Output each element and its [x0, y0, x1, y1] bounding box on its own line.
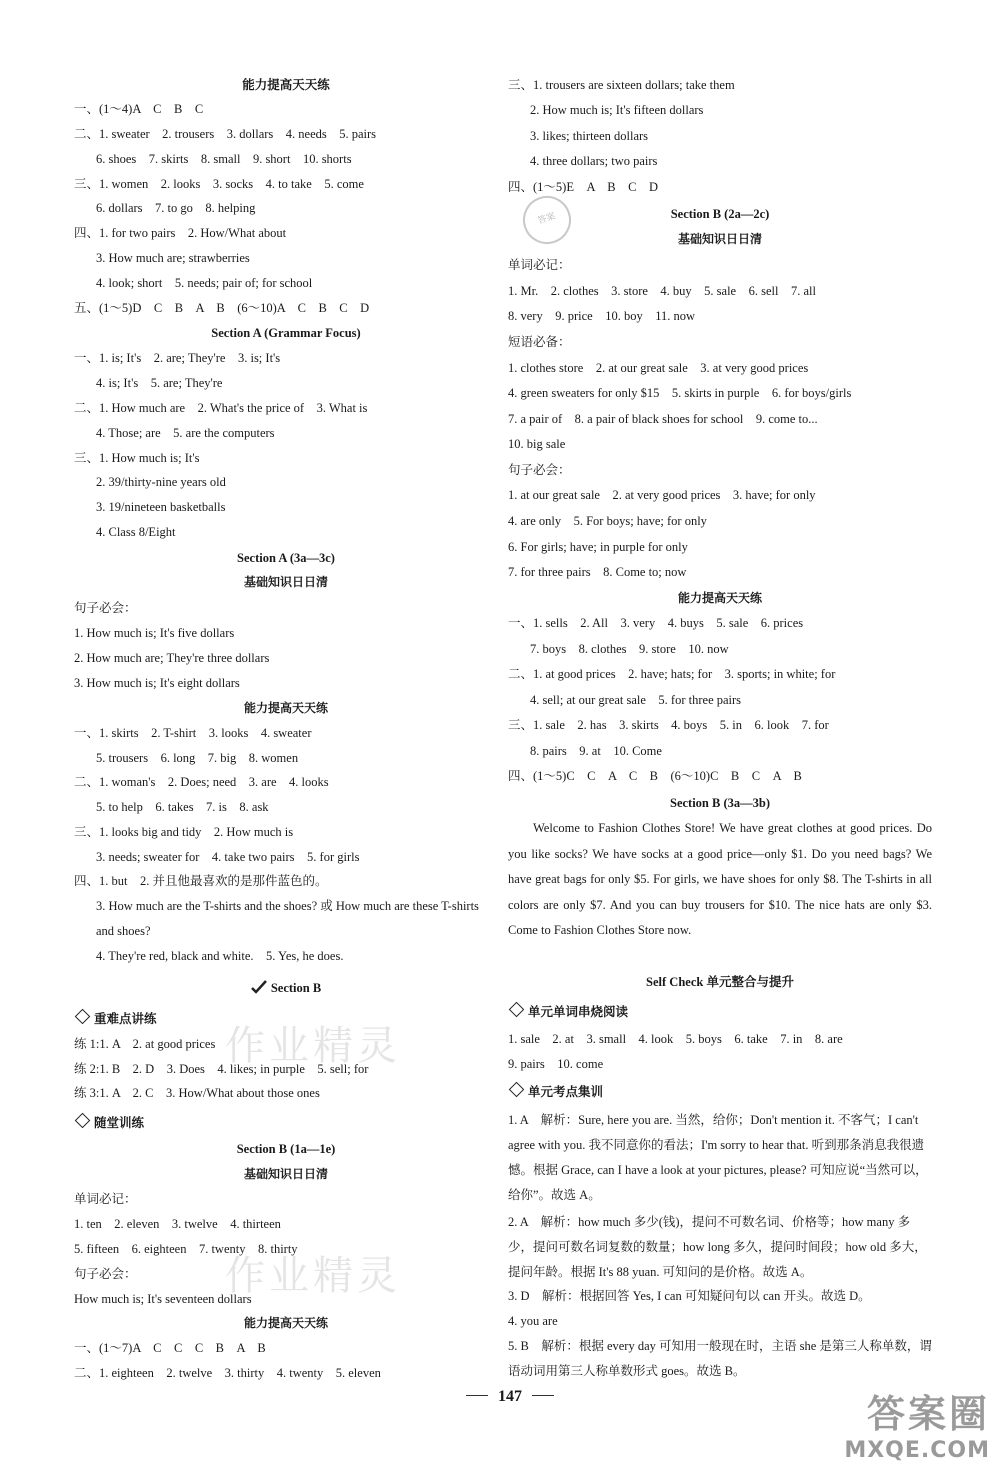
- category-heading: [74, 1011, 157, 1027]
- stamp-seal: 答案: [517, 190, 577, 250]
- answer-line: 练 2:1. B 2. D 3. Does 4. likes; in purple 5. sell; for: [74, 1062, 369, 1076]
- answer-line: 1. clothes store 2. at our great sale 3. at very good prices: [508, 361, 809, 375]
- section-heading: Section A (3a—3c): [237, 551, 335, 565]
- subsection-heading: 基础知识日日清: [243, 575, 328, 589]
- answer-line: 4. green sweaters for only $15 5. skirts in purple 6. for boys/girls: [508, 386, 852, 400]
- answer-line: 5. fifteen 6. eighteen 7. twenty 8. thirty: [74, 1242, 298, 1256]
- passage-text: Welcome to Fashion Clothes Store! We have great clothes at good prices. Do you like socks? We have socks at a good price—only $1. Do you need bags? We have great bags for only $5. For girls, we have shoes for only $8. The T-shirts in all colors are only $7. And you can buy trousers for $10. The nice hats are only $3. Come to Fashion Clothes Store now.: [508, 821, 932, 937]
- answer-line: 1. ten 2. eleven 3. twelve 4. thirteen: [74, 1217, 281, 1231]
- answer-line: 二、1. How much are 2. What's the price of 3. What is: [74, 401, 368, 415]
- page-number-text: 147: [498, 1388, 522, 1405]
- answer-line: 三、1. trousers are sixteen dollars; take them: [508, 78, 735, 92]
- answer-line: 3. How much is; It's eight dollars: [74, 676, 240, 690]
- answer-line: 5. to help 6. takes 7. is 8. ask: [96, 800, 269, 814]
- dash-left: [466, 1395, 488, 1396]
- answer-line: 4. is; It's 5. are; They're: [96, 376, 223, 390]
- answer-line: 6. dollars 7. to go 8. helping: [96, 201, 256, 215]
- answer-line: 一、(1～4)A C B C: [74, 102, 204, 116]
- answer-line: 2. 39/thirty-nine years old: [96, 475, 226, 489]
- logo-url: MXQE.COM: [844, 1438, 990, 1463]
- explanation-line: 5. B 解析：根据 every day 可知用一般现在时，主语 she 是第三人称单数，谓语动词用第三人称单数形式 goes。故选 B。: [508, 1339, 932, 1378]
- category-label: 短语必备：: [508, 335, 571, 349]
- section-heading: Section B (2a—2c): [670, 207, 770, 221]
- answer-line: 三、1. women 2. looks 3. socks 4. to take 5. come: [74, 177, 364, 191]
- answer-line: 二、1. sweater 2. trousers 3. dollars 4. needs 5. pairs: [74, 127, 377, 141]
- answer-line: 四、(1～5)E A B C D: [508, 180, 659, 194]
- answer-line: 3. likes; thirteen dollars: [530, 129, 649, 143]
- subsection-heading: 基础知识日日清: [677, 232, 762, 246]
- section-heading: 能力提高天天练: [242, 78, 330, 92]
- diamond-icon: [75, 1009, 91, 1025]
- section-heading: Section B (1a—1e): [236, 1142, 336, 1156]
- answer-line: 二、1. eighteen 2. twelve 3. thirty 4. twenty 5. eleven: [74, 1366, 381, 1380]
- answer-line: 4. look; short 5. needs; pair of; for school: [96, 276, 313, 290]
- category-label: 句子必会：: [74, 601, 137, 615]
- answer-line: 4. you are: [508, 1314, 558, 1328]
- category-label: 句子必会：: [508, 463, 571, 477]
- answer-line: 8. pairs 9. at 10. Come: [530, 744, 662, 758]
- category-title: 随堂训练: [94, 1116, 145, 1130]
- answer-line: 三、1. looks big and tidy 2. How much is: [74, 825, 294, 839]
- answer-line: 5. trousers 6. long 7. big 8. women: [96, 751, 299, 765]
- answer-line: 四、(1～5)C C A C B (6～10)C B C A B: [508, 769, 802, 783]
- answer-line: 四、1. for two pairs 2. How/What about: [74, 226, 287, 240]
- category-label: 单词必记：: [74, 1192, 137, 1206]
- answer-line: 4. are only 5. For boys; have; for only: [508, 514, 707, 528]
- answer-line: 三、1. sale 2. has 3. skirts 4. boys 5. in 6. look 7. for: [508, 718, 829, 732]
- logo-title: 答案圈: [866, 1392, 990, 1436]
- section-heading: [74, 980, 498, 996]
- answer-line: 1. sale 2. at 3. small 4. look 5. boys 6. take 7. in 8. are: [508, 1032, 843, 1046]
- subsection-heading: 能力提高天天练: [243, 1316, 328, 1330]
- diamond-icon: [509, 1002, 525, 1018]
- dash-right: [532, 1395, 554, 1396]
- category-title: 重难点讲练: [94, 1012, 157, 1026]
- explanation-line: 1. A 解析：Sure, here you are. 当然，给你；Don't mention it. 不客气；I can't agree with you. 我不同意你的看法；I'm sorry to hear that. 听到那条消息我很遗憾。根据 Grace, can I have a look at your pictures, please? 可知应说“当然可以，给你”。故选 A。: [508, 1113, 928, 1202]
- subsection-heading: 能力提高天天练: [677, 591, 762, 605]
- answer-line: 2. How much is; It's fifteen dollars: [530, 103, 704, 117]
- answer-line: 一、(1～7)A C C C B A B: [74, 1341, 266, 1355]
- answer-line: 3. How much are; strawberries: [96, 251, 250, 265]
- subsection-heading: 能力提高天天练: [243, 701, 328, 715]
- section-heading: Section A (Grammar Focus): [211, 326, 361, 340]
- answer-line: 3. How much are the T-shirts and the shoes? 或 How much are these T-shirts and shoes?: [96, 899, 479, 938]
- answer-line: 2. How much are; They're three dollars: [74, 651, 270, 665]
- watermark: 作业精灵: [225, 1253, 401, 1299]
- subsection-heading: 基础知识日日清: [243, 1167, 328, 1181]
- answer-line: 9. pairs 10. come: [508, 1057, 604, 1071]
- answer-line: 二、1. at good prices 2. have; hats; for 3. sports; in white; for: [508, 667, 836, 681]
- diamond-icon: [509, 1082, 525, 1098]
- answer-line: 一、1. skirts 2. T-shirt 3. looks 4. sweater: [74, 726, 312, 740]
- answer-line: 7. boys 8. clothes 9. store 10. now: [530, 642, 729, 656]
- explanation-line: 3. D 解析：根据回答 Yes, I can 可知疑问句以 can 开头。故选 D。: [508, 1289, 871, 1303]
- category-heading: [508, 1004, 628, 1020]
- answer-line: 6. shoes 7. skirts 8. small 9. short 10. shorts: [96, 152, 352, 166]
- answer-line: 四、1. but 2. 并且他最喜欢的是那件蓝色的。: [74, 874, 328, 888]
- answer-line: 一、1. sells 2. All 3. very 4. buys 5. sale 6. prices: [508, 616, 804, 630]
- answer-line: 1. at our great sale 2. at very good prices 3. have; for only: [508, 488, 816, 502]
- diamond-icon: [75, 1113, 91, 1129]
- answer-line: 7. for three pairs 8. Come to; now: [508, 565, 687, 579]
- watermark: 作业精灵: [225, 1023, 401, 1069]
- answer-line: 4. They're red, black and white. 5. Yes, he does.: [96, 949, 344, 963]
- category-heading: [508, 1084, 603, 1100]
- answer-line: 一、1. is; It's 2. are; They're 3. is; It's: [74, 351, 281, 365]
- answer-line: 7. a pair of 8. a pair of black shoes for school 9. come to...: [508, 412, 818, 426]
- answer-line: 二、1. woman's 2. Does; need 3. are 4. looks: [74, 775, 329, 789]
- answer-line: 4. three dollars; two pairs: [530, 154, 658, 168]
- category-title: 单元考点集训: [528, 1085, 604, 1099]
- section-heading: Section B (3a—3b): [670, 796, 770, 810]
- answer-line: How much is; It's seventeen dollars: [74, 1292, 252, 1306]
- answer-line: 3. needs; sweater for 4. take two pairs 5. for girls: [96, 850, 360, 864]
- answer-line: 三、1. How much is; It's: [74, 451, 200, 465]
- answer-line: 练 3:1. A 2. C 3. How/What about those ones: [74, 1086, 320, 1100]
- answer-line: 8. very 9. price 10. boy 11. now: [508, 309, 696, 323]
- site-logo: [844, 1383, 990, 1463]
- category-title: 单元单词串烧阅读: [528, 1005, 629, 1019]
- answer-line: 4. Class 8/Eight: [96, 525, 176, 539]
- category-heading: [74, 1115, 144, 1131]
- answer-line: 4. Those; are 5. are the computers: [96, 426, 275, 440]
- answer-line: 1. How much is; It's five dollars: [74, 626, 235, 640]
- category-label: 句子必会：: [74, 1267, 137, 1281]
- explanation-line: 2. A 解析：how much 多少(钱)，提问不可数名词、价格等；how many 多少，提问可数名词复数的数量；how long 多久，提问时间段；how old 多大，提问年龄。根据 It's 88 yuan. 可知问的是价格。故选 A。: [508, 1215, 927, 1279]
- section-title: Section B: [270, 981, 322, 995]
- answer-line: 五、(1～5)D C B A B (6～10)A C B C D: [74, 301, 370, 315]
- answer-line: 3. 19/nineteen basketballs: [96, 500, 226, 514]
- answer-line: 1. Mr. 2. clothes 3. store 4. buy 5. sale 6. sell 7. all: [508, 284, 816, 298]
- pencil-check-icon: [251, 980, 267, 994]
- page-number: [450, 1388, 570, 1406]
- answer-line: 10. big sale: [508, 437, 566, 451]
- answer-line: 6. For girls; have; in purple for only: [508, 540, 688, 554]
- category-label: 单词必记：: [508, 258, 571, 272]
- section-heading: Self Check 单元整合与提升: [646, 975, 794, 989]
- answer-line: 4. sell; at our great sale 5. for three pairs: [530, 693, 742, 707]
- answer-line: 练 1:1. A 2. at good prices: [74, 1037, 216, 1051]
